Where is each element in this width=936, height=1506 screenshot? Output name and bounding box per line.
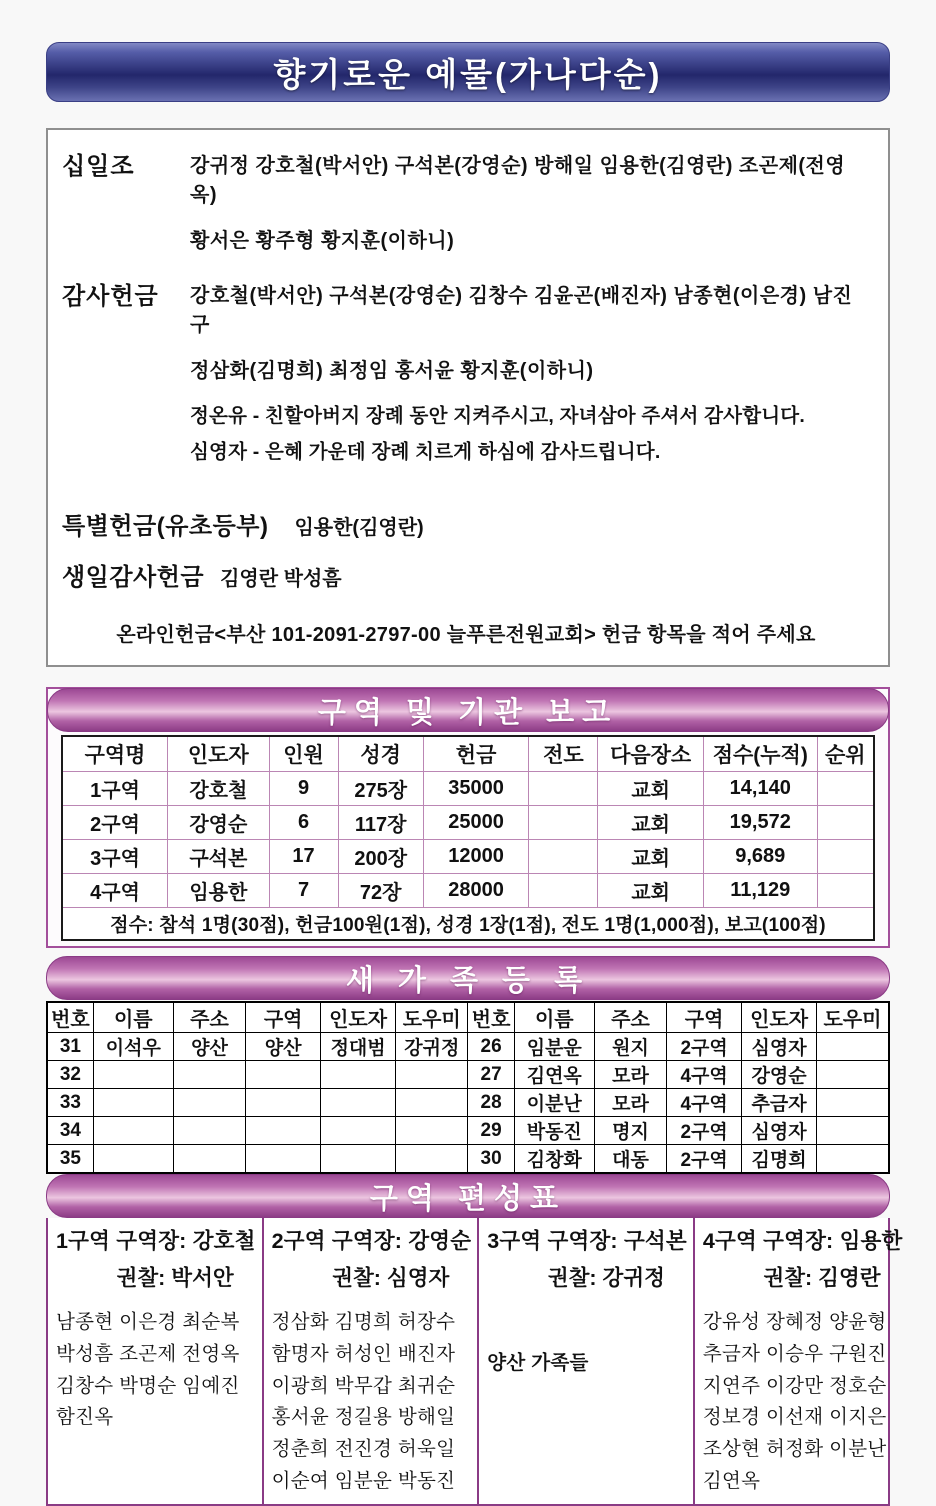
cell — [173, 1145, 245, 1174]
cell — [321, 1089, 396, 1117]
cell: 이분난 — [514, 1089, 594, 1117]
thanksgiving-note: 심영자 - 은혜 가운데 장례 치르게 하심에 감사드립니다. — [190, 441, 661, 463]
cell: 강호철 — [168, 772, 270, 806]
member-line: 지연주 이강만 정호순 — [702, 1374, 887, 1397]
col-header: 도우미 — [396, 1002, 468, 1033]
table-row — [62, 840, 874, 874]
cell: 정대범 — [321, 1033, 396, 1061]
member-line: 정삼화 김명희 허장수 — [271, 1311, 456, 1333]
member-line: 정보경 이선재 이지은 — [702, 1406, 887, 1429]
member-line: 이광희 박무갑 최귀순 — [271, 1374, 456, 1397]
district-column-2 — [262, 1218, 478, 1504]
member-line: 강유성 장혜정 양윤형 — [702, 1311, 887, 1333]
cell — [817, 840, 874, 874]
birthday-offering-row — [62, 557, 870, 592]
cell: 김명희 — [742, 1145, 817, 1174]
district-column-4 — [693, 1218, 909, 1504]
col-header: 점수(누적) — [703, 736, 817, 772]
cell — [246, 1145, 321, 1174]
tithe-label: 십일조 — [62, 153, 135, 180]
cell: 9,689 — [703, 840, 817, 874]
cell: 9 — [269, 772, 338, 806]
cell — [396, 1117, 468, 1145]
district-deacon: 권찰: 심영자 — [332, 1266, 450, 1290]
cell — [817, 806, 874, 840]
report-table — [61, 735, 875, 941]
cell: 김연옥 — [514, 1061, 594, 1089]
birthday-offering-label: 생일감사헌금 — [62, 564, 205, 591]
special-offering-label: 특별헌금(유초등부) — [62, 513, 269, 540]
cell: 1구역 — [62, 772, 168, 806]
table-row — [62, 806, 874, 840]
cell: 25000 — [423, 806, 529, 840]
cell: 강귀정 — [396, 1033, 468, 1061]
cell: 12000 — [423, 840, 529, 874]
table-row — [47, 1117, 889, 1145]
col-header: 전도 — [529, 736, 598, 772]
member-line: 이순여 임분운 박동진 — [271, 1469, 456, 1492]
cell: 6 — [269, 806, 338, 840]
table-row — [47, 1089, 889, 1117]
table-row — [47, 1145, 889, 1174]
table-row — [62, 772, 874, 806]
thanksgiving-label: 감사헌금 — [62, 283, 159, 310]
district-banner-text: 구역 편성표 — [369, 1182, 567, 1215]
cell — [817, 772, 874, 806]
new-family-banner-text: 새 가 족 등 록 — [345, 964, 591, 997]
cell — [817, 1089, 889, 1117]
cell: 대동 — [594, 1145, 666, 1174]
cell — [93, 1117, 173, 1145]
district-members — [703, 1307, 903, 1498]
cell — [817, 1117, 889, 1145]
cell: 2구역 — [62, 806, 168, 840]
thanksgiving-row — [62, 276, 870, 472]
cell: 박동진 — [514, 1117, 594, 1145]
offering-box — [46, 128, 890, 667]
new-family-table — [46, 1001, 890, 1174]
member-line: 박성흠 조곤제 전영옥 — [56, 1342, 240, 1365]
col-header: 인도자 — [321, 1002, 396, 1033]
cell: 17 — [269, 840, 338, 874]
page — [0, 42, 936, 1506]
cell: 14,140 — [703, 772, 817, 806]
cell: 27 — [468, 1061, 514, 1089]
col-header: 구역 — [667, 1002, 742, 1033]
cell — [246, 1117, 321, 1145]
special-offering-names: 임용한(김영란) — [294, 517, 424, 539]
cell — [817, 1061, 889, 1089]
col-header: 구역 — [246, 1002, 321, 1033]
member-line: 조상현 허정화 이분난 — [702, 1438, 887, 1461]
cell — [529, 806, 598, 840]
cell: 3구역 — [62, 840, 168, 874]
cell: 4구역 — [667, 1061, 742, 1089]
district-chart — [46, 1218, 903, 1506]
district-column-1 — [48, 1218, 262, 1504]
thanksgiving-line: 강호철(박서안) 구석본(강영순) 김창수 김윤곤(배진자) 남종현(이은경) 남진구 — [190, 285, 853, 336]
table-row — [47, 1061, 889, 1089]
district-deacon: 권찰: 박서안 — [116, 1266, 234, 1290]
col-header: 순위 — [817, 736, 874, 772]
online-offering-info: 온라인헌금<부산 101-2091-2797-00 늘푸른전원교회> 헌금 항목을 적어 주세요 — [116, 624, 816, 646]
district-members — [272, 1307, 472, 1498]
report-header-row — [62, 736, 874, 772]
col-header: 성경 — [338, 736, 423, 772]
col-header: 이름 — [514, 1002, 594, 1033]
cell: 명지 — [594, 1117, 666, 1145]
cell: 원지 — [594, 1033, 666, 1061]
cell — [529, 840, 598, 874]
table-row — [47, 1033, 889, 1061]
col-header: 인도자 — [168, 736, 270, 772]
cell: 양산 — [246, 1033, 321, 1061]
cell — [529, 874, 598, 908]
cell: 모라 — [594, 1061, 666, 1089]
cell: 교회 — [598, 874, 704, 908]
report-banner — [47, 688, 889, 732]
col-header: 구역명 — [62, 736, 168, 772]
cell: 35000 — [423, 772, 529, 806]
col-header: 인원 — [269, 736, 338, 772]
cell: 교회 — [598, 772, 704, 806]
cell: 임분운 — [514, 1033, 594, 1061]
report-banner-text: 구역 및 기관 보고 — [317, 696, 619, 729]
cell — [93, 1089, 173, 1117]
cell: 4구역 — [667, 1089, 742, 1117]
member-line: 양산 가족들 — [487, 1352, 589, 1374]
cell: 275장 — [338, 772, 423, 806]
report-footnote-row — [62, 908, 874, 941]
cell: 72장 — [338, 874, 423, 908]
cell: 심영자 — [742, 1117, 817, 1145]
cell: 2구역 — [667, 1145, 742, 1174]
cell: 29 — [468, 1117, 514, 1145]
cell — [321, 1145, 396, 1174]
cell — [246, 1089, 321, 1117]
tithe-line: 강귀정 강호철(박서안) 구석본(강영순) 방해일 임용한(김영란) 조곤제(전영옥) — [190, 155, 846, 206]
district-deacon: 권찰: 강귀정 — [547, 1266, 665, 1290]
col-header: 번호 — [47, 1002, 93, 1033]
cell — [173, 1089, 245, 1117]
member-line: 김연옥 — [702, 1469, 761, 1492]
district-deacon: 권찰: 김영란 — [763, 1266, 881, 1290]
cell: 모라 — [594, 1089, 666, 1117]
cell: 추금자 — [742, 1089, 817, 1117]
district-column-3 — [477, 1218, 693, 1504]
col-header: 도우미 — [817, 1002, 889, 1033]
main-title-text: 향기로운 예물(가나다순) — [273, 55, 663, 93]
cell: 4구역 — [62, 874, 168, 908]
new-family-header-row — [47, 1002, 889, 1033]
district-members — [56, 1307, 256, 1434]
cell: 교회 — [598, 840, 704, 874]
cell: 이석우 — [93, 1033, 173, 1061]
thanksgiving-note: 정온유 - 친할아버지 장례 동안 지켜주시고, 자녀삼아 주셔서 감사합니다. — [190, 405, 805, 427]
cell: 28000 — [423, 874, 529, 908]
special-offering-row — [62, 506, 870, 541]
cell — [396, 1061, 468, 1089]
cell — [321, 1117, 396, 1145]
cell: 31 — [47, 1033, 93, 1061]
member-line: 남종현 이은경 최순복 — [56, 1311, 240, 1333]
district-banner — [46, 1174, 890, 1218]
member-line: 홍서윤 정길용 방해일 — [271, 1406, 456, 1429]
cell: 11,129 — [703, 874, 817, 908]
tithe-line: 황서은 황주형 황지훈(이하니) — [190, 230, 455, 252]
cell: 강영순 — [742, 1061, 817, 1089]
cell — [817, 874, 874, 908]
report-section — [46, 687, 890, 948]
district-leader: 4구역 구역장: 임용한 — [702, 1229, 903, 1253]
district-leader: 1구역 구역장: 강호철 — [56, 1229, 256, 1253]
cell: 강영순 — [168, 806, 270, 840]
cell — [93, 1061, 173, 1089]
cell: 34 — [47, 1117, 93, 1145]
birthday-offering-names: 김영란 박성흠 — [220, 568, 342, 590]
member-line: 김창수 박명순 임예진 — [56, 1374, 240, 1397]
cell — [529, 772, 598, 806]
col-header: 다음장소 — [598, 736, 704, 772]
col-header: 주소 — [173, 1002, 245, 1033]
col-header: 이름 — [93, 1002, 173, 1033]
cell: 2구역 — [667, 1033, 742, 1061]
cell: 117장 — [338, 806, 423, 840]
cell: 김창화 — [514, 1145, 594, 1174]
cell: 19,572 — [703, 806, 817, 840]
member-line: 함진옥 — [56, 1406, 114, 1429]
cell — [817, 1145, 889, 1174]
cell: 32 — [47, 1061, 93, 1089]
cell: 2구역 — [667, 1117, 742, 1145]
cell — [817, 1033, 889, 1061]
cell: 교회 — [598, 806, 704, 840]
cell: 26 — [468, 1033, 514, 1061]
tithe-names — [190, 146, 870, 270]
cell: 구석본 — [168, 840, 270, 874]
cell: 33 — [47, 1089, 93, 1117]
report-footnote: 점수: 참석 1명(30점), 헌금100원(1점), 성경 1장(1점), 전도 1명(1,000점), 보고(100점) — [62, 908, 874, 941]
district-leader: 3구역 구역장: 구석본 — [487, 1229, 687, 1253]
cell: 200장 — [338, 840, 423, 874]
cell: 양산 — [173, 1033, 245, 1061]
col-header: 인도자 — [742, 1002, 817, 1033]
member-line: 정춘희 전진경 허욱일 — [271, 1438, 456, 1461]
table-row — [62, 874, 874, 908]
thanksgiving-line: 정삼화(김명희) 최정임 홍서윤 황지훈(이하니) — [190, 360, 594, 382]
cell — [246, 1061, 321, 1089]
col-header: 주소 — [594, 1002, 666, 1033]
main-title-banner — [46, 42, 890, 102]
cell: 30 — [468, 1145, 514, 1174]
cell — [321, 1061, 396, 1089]
cell — [173, 1061, 245, 1089]
cell: 35 — [47, 1145, 93, 1174]
thanksgiving-names — [190, 276, 870, 472]
district-leader: 2구역 구역장: 강영순 — [271, 1229, 472, 1253]
col-header: 헌금 — [423, 736, 529, 772]
member-line: 추금자 이승우 구원진 — [702, 1342, 887, 1365]
cell — [93, 1145, 173, 1174]
cell — [173, 1117, 245, 1145]
district-members — [487, 1348, 687, 1380]
cell: 7 — [269, 874, 338, 908]
cell: 임용한 — [168, 874, 270, 908]
member-line: 함명자 허성인 배진자 — [271, 1342, 456, 1365]
col-header: 번호 — [468, 1002, 514, 1033]
cell: 28 — [468, 1089, 514, 1117]
cell — [396, 1089, 468, 1117]
new-family-banner — [46, 956, 890, 1000]
cell — [396, 1145, 468, 1174]
tithe-row — [62, 146, 870, 270]
cell: 심영자 — [742, 1033, 817, 1061]
